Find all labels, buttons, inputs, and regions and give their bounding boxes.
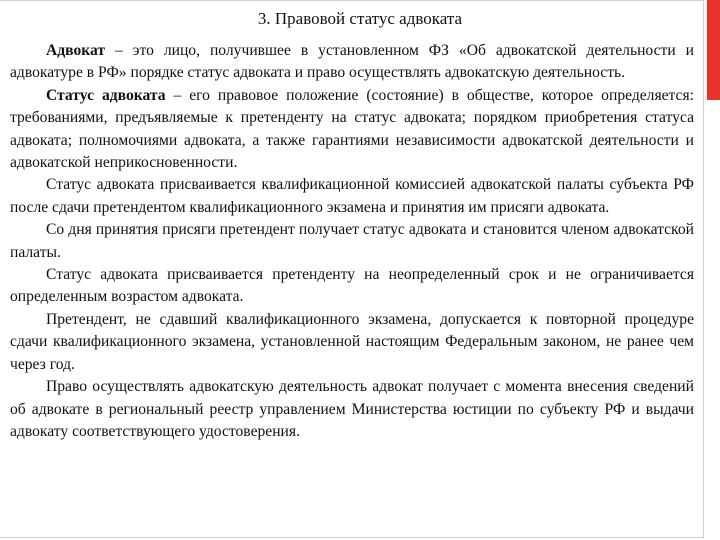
page-title: 3. Правовой статус адвоката — [257, 9, 463, 28]
paragraph-text: – его правовое положение (состояние) в обществе, которое определяется: требованиями, предъявляемые к претенденту на статус адвоката; порядком приобретения статуса адвоката; полномочиями адвоката, а также гарантиями независимости адвокатской деятельности и адвокатской неприкосновенности. — [10, 86, 694, 172]
paragraph-oath: Со дня принятия присяги претендент получает статус адвоката и становится членом адвокатской палаты. — [10, 221, 694, 261]
paragraph-advocate-definition — [10, 40, 694, 85]
term-advocate: Адвокат — [46, 42, 106, 59]
term-status: Статус адвоката — [46, 86, 166, 104]
paragraph-status-definition — [10, 85, 694, 175]
paragraph-status-granting: Статус адвоката присваивается квалификационной комиссией адвокатской палаты субъекта РФ после сдачи претендентом квалификационного экзамена и принятия им присяги адвоката. — [10, 176, 694, 216]
paragraph-right-to-practice: Право осуществлять адвокатскую деятельность адвокат получает с момента внесения сведений об адвокате в региональный реестр управлением Министерства юстиции по субъекту РФ и выдачи адвокату соответствующего удостоверения. — [10, 378, 694, 440]
paragraph-text: – это лицо, получившее в установленном ФЗ «Об адвокатской деятельности и адвокатуре в РФ» порядке статус адвоката и право осуществлять адвокатскую деятельность. — [10, 42, 694, 82]
paragraph-term-unlimited: Статус адвоката присваивается претенденту на неопределенный срок и не ограничивается определенным возрастом адвоката. — [10, 266, 694, 306]
slide-body — [10, 40, 694, 443]
paragraph-retake-exam: Претендент, не сдавший квалификационного экзамена, допускается к повторной процедуре сдачи квалификационного экзамена, установленной настоящим Федеральным законом, не ранее чем через год. — [10, 310, 694, 373]
